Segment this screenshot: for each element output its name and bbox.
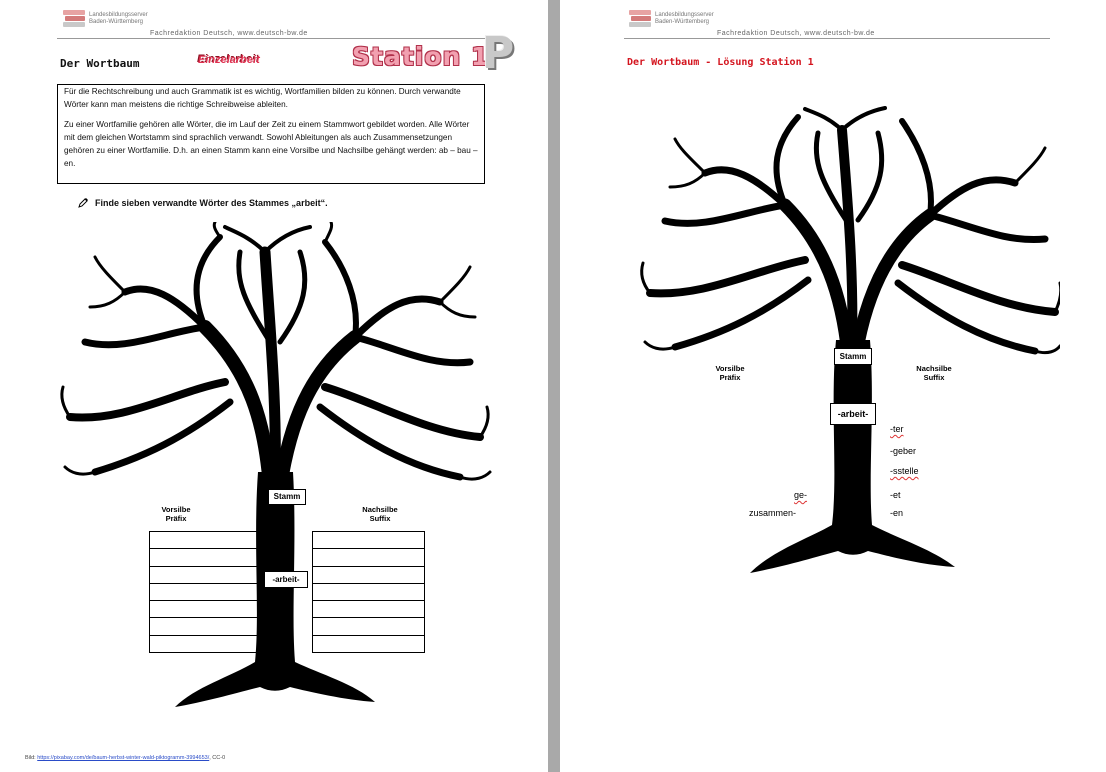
suffix-word: -geber <box>890 446 917 456</box>
corner-letter-mark: P <box>482 28 515 79</box>
logo <box>63 10 148 30</box>
prefix-label-line-2: Präfix <box>719 373 741 382</box>
logo-line-1: Landesbildungsserver <box>655 12 714 18</box>
suffix-cell[interactable] <box>312 618 424 635</box>
prefix-cell[interactable] <box>150 549 260 566</box>
stem-word: -arbeit- <box>830 403 876 425</box>
page-gap <box>548 0 560 772</box>
suffix-label-line-2: Suffix <box>923 373 945 382</box>
solution-title: Der Wortbaum - Lösung Station 1 <box>627 57 814 68</box>
header-url: Fachredaktion Deutsch, www.deutsch-bw.de <box>150 30 308 37</box>
answer-grid <box>149 531 425 653</box>
image-credit <box>25 755 225 761</box>
tree-illustration <box>620 105 1060 585</box>
stem-label: Stamm <box>834 348 872 365</box>
suffix-cell[interactable] <box>312 532 424 549</box>
suffix-word: -ter <box>890 424 904 434</box>
prefix-word: zusammen- <box>749 508 797 518</box>
suffix-label-line-1: Nachsilbe <box>916 364 952 373</box>
logo-line-2: Baden-Württemberg <box>655 19 710 25</box>
prefix-cell[interactable] <box>150 618 260 635</box>
suffix-label <box>350 505 410 523</box>
logo <box>629 10 714 30</box>
info-box <box>57 84 485 184</box>
prefix-word: ge- <box>794 490 808 500</box>
pencil-icon <box>78 197 89 208</box>
solution-page <box>560 0 1106 772</box>
prefix-label <box>705 364 755 382</box>
info-paragraph-1: Für die Rechtschreibung und auch Grammatik ist es wichtig, Wortfamilien bilden zu können. Durch verwandte Wörter kann man meistens die richtige Schreibweise ableiten. <box>64 87 461 109</box>
worksheet-page <box>0 0 548 772</box>
grid-row <box>150 618 425 635</box>
grid-row <box>150 549 425 566</box>
prefix-label-line-2: Präfix <box>165 514 187 523</box>
suffix-cell[interactable] <box>312 583 424 600</box>
logo-line-1: Landesbildungsserver <box>89 12 148 18</box>
grid-row <box>150 532 425 549</box>
prefix-cell[interactable] <box>150 635 260 652</box>
header-url: Fachredaktion Deutsch, www.deutsch-bw.de <box>717 30 875 37</box>
credit-prefix: Bild: <box>25 755 38 761</box>
prefix-cell[interactable] <box>150 532 260 549</box>
info-paragraph-2: Zu einer Wortfamilie gehören alle Wörter, die im Lauf der Zeit zu einem Stammwort gebildet worden. Alle Wörter mit dem gleichen Wortstamm sind sprachlich verwandt. Sowohl Ableitungen als auch Zusammensetzungen gehören zu einer Wortfamilie. D.h. an einen Stamm kann eine Vorsilbe und Nachsilbe gehängt werden: ab – bau – en. <box>64 120 478 168</box>
work-mode-tag: Einzelarbeit <box>198 54 260 66</box>
task-text: Finde sieben verwandte Wörter des Stammes „arbeit“. <box>95 197 328 208</box>
suffix-cell[interactable] <box>312 566 424 583</box>
page-title: Der Wortbaum <box>60 57 140 70</box>
header-divider <box>624 38 1050 39</box>
stem-word: -arbeit- <box>264 571 308 588</box>
suffix-label-line-2: Suffix <box>369 514 391 523</box>
task-instruction <box>78 197 328 208</box>
prefix-label-line-1: Vorsilbe <box>715 364 745 373</box>
station-heading: Station 1 <box>352 42 490 71</box>
prefix-cell[interactable] <box>150 583 260 600</box>
credit-suffix: , CC-0 <box>209 755 226 761</box>
suffix-word: -et <box>890 490 901 500</box>
suffix-label-line-1: Nachsilbe <box>362 505 398 514</box>
suffix-word: -en <box>890 508 904 518</box>
suffix-label <box>904 364 964 382</box>
header-divider <box>57 38 489 39</box>
prefix-label <box>150 505 202 523</box>
suffix-cell[interactable] <box>312 549 424 566</box>
suffix-cell[interactable] <box>312 601 424 618</box>
suffix-word: -sstelle <box>890 466 919 476</box>
grid-row <box>150 635 425 652</box>
suffix-cell[interactable] <box>312 635 424 652</box>
logo-line-2: Baden-Württemberg <box>89 19 144 25</box>
credit-link[interactable]: https://pixabay.com/de/baum-herbst-winter-wald-piktogramm-3994653/ <box>37 755 210 761</box>
books-logo-icon <box>629 10 651 30</box>
prefix-cell[interactable] <box>150 566 260 583</box>
stem-label: Stamm <box>268 489 306 505</box>
prefix-cell[interactable] <box>150 601 260 618</box>
prefix-label-line-1: Vorsilbe <box>161 505 191 514</box>
grid-row <box>150 601 425 618</box>
books-logo-icon <box>63 10 85 30</box>
